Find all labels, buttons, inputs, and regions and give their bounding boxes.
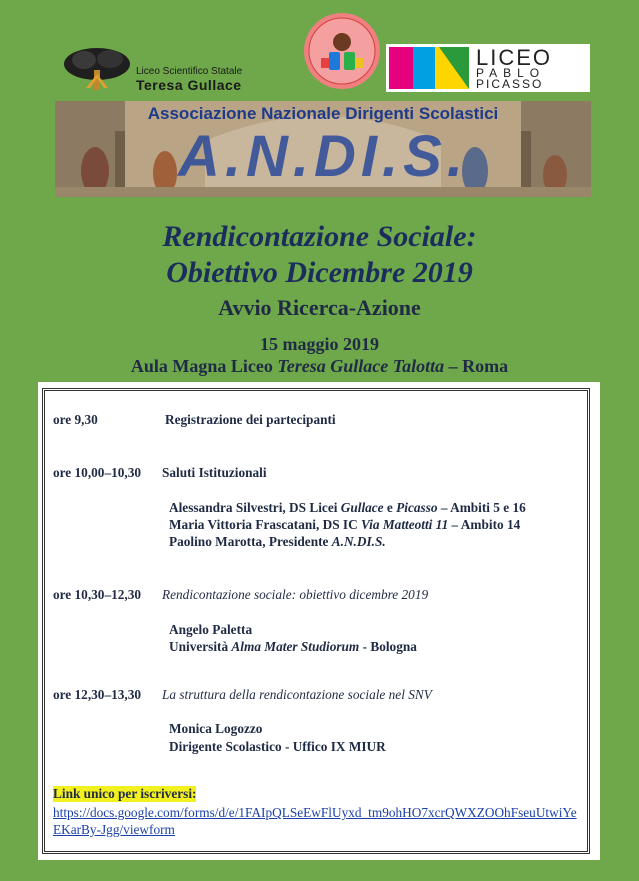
speaker1-school2: Picasso — [396, 500, 438, 515]
registration-link[interactable]: https://docs.google.com/forms/d/e/1FAIpQLSeEwFlUyxd_tm9ohHO7xcrQWXZOOhFseuUtwiYeEKarBy-Jgg/viewform — [53, 805, 577, 837]
session4-role: Dirigente Scolastico - Uffico IX MIUR — [169, 739, 386, 754]
event-date: 15 maggio 2019 — [260, 334, 379, 354]
session3-speaker: Angelo Paletta — [169, 622, 253, 637]
gullace-logo-line2: Teresa Gullace — [136, 77, 242, 93]
session4-title: La struttura della rendicontazione sociale nel SNV — [162, 687, 432, 702]
session3-time: ore 10,30–12,30 — [53, 587, 142, 602]
speaker1-ambito: – Ambiti 5 e 16 — [437, 500, 526, 515]
session4-speaker: Monica Logozzo — [169, 721, 263, 736]
subtitle: Avvio Ricerca-Azione — [218, 295, 421, 320]
tree-icon — [62, 44, 132, 92]
session1-time: ore 9,30 — [53, 412, 98, 427]
session2-speaker3 — [169, 534, 386, 550]
picasso-logo-line2: PABLO — [476, 66, 546, 80]
venue-suffix: – Roma — [444, 356, 509, 376]
affiliation-city: - Bologna — [359, 639, 417, 654]
gullace-logo-line1: Liceo Scientifico Statale — [136, 66, 243, 77]
session2-title: Saluti Istituzionali — [162, 465, 267, 480]
speaker2-school: Via Matteotti 11 — [361, 517, 449, 532]
title-line2: Obiettivo Dicembre 2019 — [166, 256, 473, 289]
banner-association-name: Associazione Nazionale Dirigenti Scolastici — [147, 104, 499, 123]
title-line1: Rendicontazione Sociale: — [162, 220, 477, 253]
session2-speaker1 — [169, 500, 526, 516]
session2-speaker2 — [169, 517, 520, 533]
school-emblem-icon — [303, 12, 381, 90]
speaker2-text: Maria Vittoria Frascatani, DS IC — [169, 517, 362, 532]
session3-title: Rendicontazione sociale: obiettivo dicembre 2019 — [162, 587, 429, 602]
venue-name: Teresa Gullace Talotta — [277, 356, 445, 376]
speaker1-text: Alessandra Silvestri, DS Licei — [169, 500, 341, 515]
program-box — [42, 388, 590, 854]
registration-label: Link unico per iscriversi: — [53, 786, 197, 801]
affiliation-prefix: Università — [169, 639, 232, 654]
banner-acronym: A.N.DI.S. — [178, 124, 468, 189]
gullace-logo — [62, 44, 302, 96]
session3-affiliation — [169, 639, 417, 655]
affiliation-name: Alma Mater Studiorum — [231, 639, 360, 654]
session1-title: Registrazione dei partecipanti — [165, 412, 336, 427]
picasso-logo-line1: LICEO — [476, 45, 553, 70]
andis-banner — [55, 101, 591, 197]
picasso-color-blocks-icon — [389, 47, 469, 89]
speaker3-text: Paolino Marotta, Presidente — [169, 534, 332, 549]
session4-time: ore 12,30–13,30 — [53, 687, 142, 702]
speaker3-org: A.N.DI.S. — [331, 534, 386, 549]
event-venue — [0, 356, 639, 377]
speaker1-conj: e — [383, 500, 397, 515]
picasso-logo-line3: PICASSO — [476, 77, 544, 91]
venue-prefix: Aula Magna Liceo — [130, 356, 278, 376]
speaker2-ambito: – Ambito 14 — [448, 517, 521, 532]
session2-time: ore 10,00–10,30 — [53, 465, 142, 480]
picasso-logo — [386, 44, 590, 92]
speaker1-school1: Gullace — [340, 500, 384, 515]
